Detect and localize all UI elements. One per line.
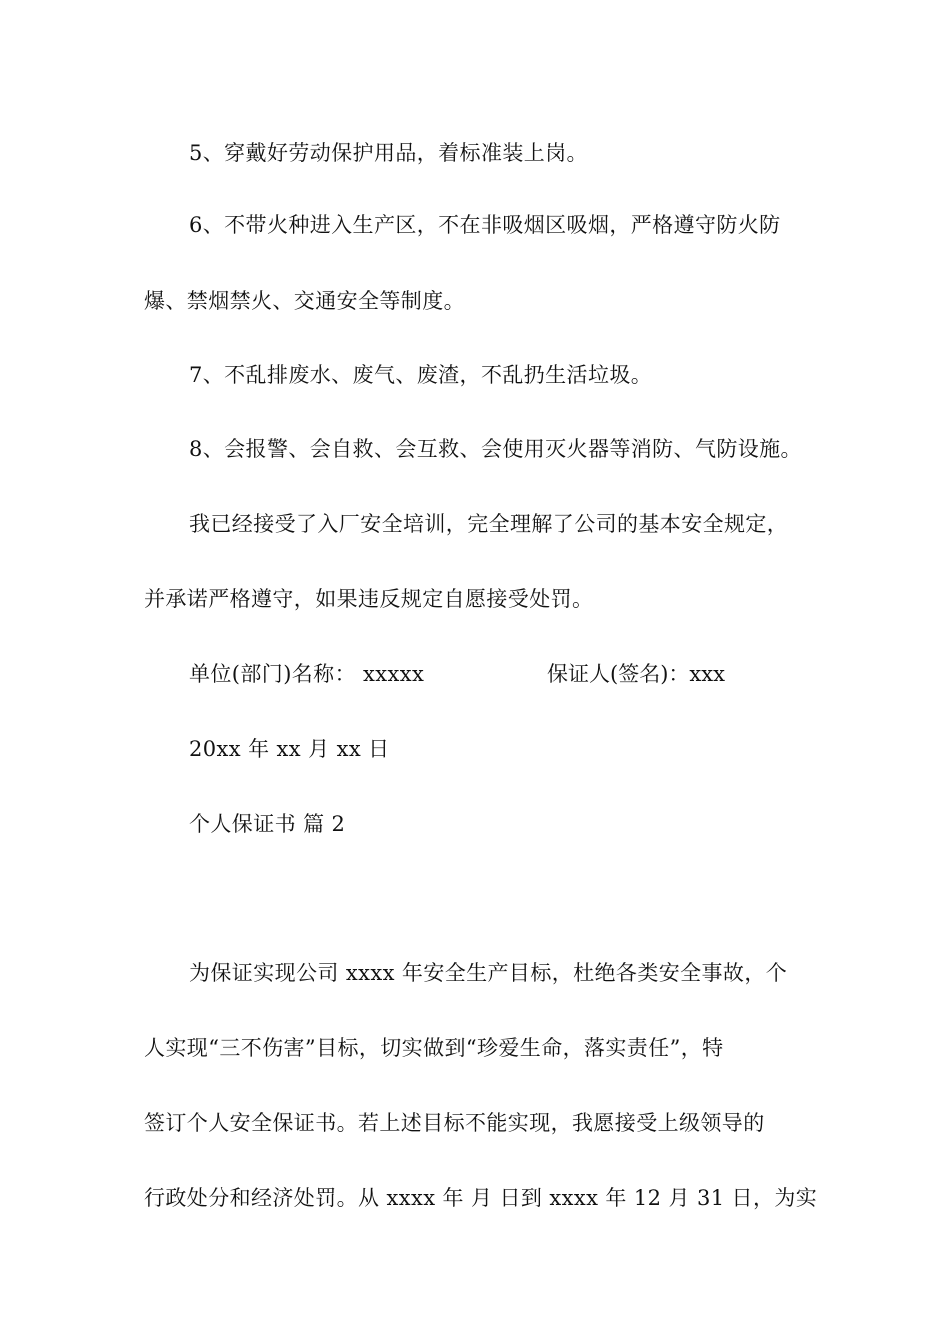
- rule-item-6-continued: 爆、禁烟禁火、交通安全等制度。: [144, 289, 465, 313]
- commitment-line-2: 并承诺严格遵守，如果违反规定自愿接受处罚。: [144, 587, 594, 611]
- paragraph2-line-1: 为保证实现公司 xxxx 年安全生产目标，杜绝各类安全事故，个: [189, 961, 788, 985]
- unit-name-field: 单位(部门)名称： xxxxx: [189, 662, 425, 686]
- paragraph2-line-2: 人实现“三不伤害”目标，切实做到“珍爱生命，落实责任”，特: [144, 1036, 724, 1060]
- section-title: 个人保证书 篇 2: [189, 812, 346, 836]
- signature-date: 20xx 年 xx 月 xx 日: [189, 737, 390, 761]
- paragraph2-line-4: 行政处分和经济处罚。从 xxxx 年 月 日到 xxxx 年 12 月 31 日，为实: [144, 1186, 818, 1210]
- rule-item-8: 8、会报警、会自救、会互救、会使用灭火器等消防、气防设施。: [189, 437, 802, 461]
- rule-item-5: 5、穿戴好劳动保护用品，着标准装上岗。: [189, 141, 588, 165]
- rule-item-6: 6、不带火种进入生产区，不在非吸烟区吸烟，严格遵守防火防: [189, 213, 781, 237]
- guarantor-signature-field: 保证人(签名)：xxx: [547, 662, 725, 686]
- commitment-line-1: 我已经接受了入厂安全培训，完全理解了公司的基本安全规定，: [189, 512, 789, 536]
- paragraph2-line-3: 签订个人安全保证书。若上述目标不能实现，我愿接受上级领导的: [144, 1111, 765, 1135]
- rule-item-7: 7、不乱排废水、废气、废渣，不乱扔生活垃圾。: [189, 363, 653, 387]
